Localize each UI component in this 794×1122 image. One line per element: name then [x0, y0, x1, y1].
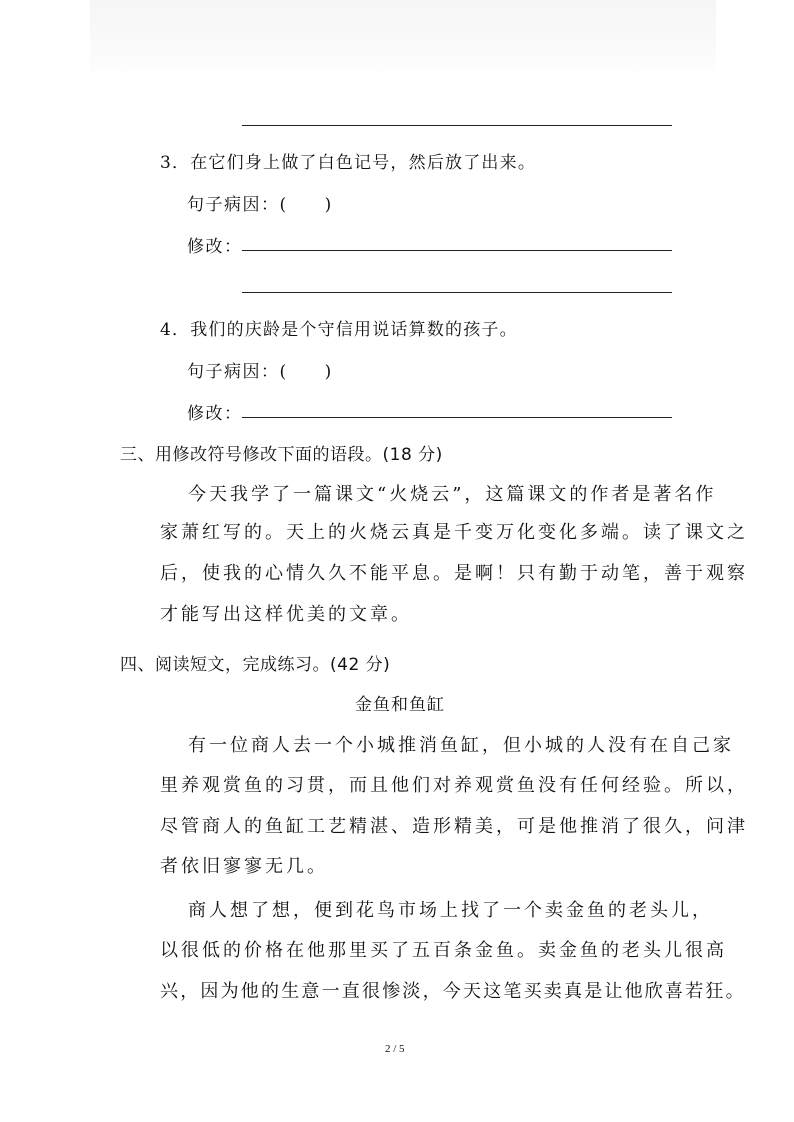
section-3-line: 才能写出这样优美的文章。	[160, 604, 412, 625]
page-header-band	[90, 0, 716, 80]
answer-line	[242, 417, 672, 418]
passage-line: 尽管商人的鱼缸工艺精湛、造形精美，可是他推消了很久，问津	[160, 816, 748, 837]
passage-line: 以很低的价格在他那里买了五百条金鱼。卖金鱼的老头儿很高	[160, 940, 727, 961]
passage-line: 商人想了想，便到花鸟市场上找了一个卖金鱼的老头儿，	[188, 900, 713, 921]
section-4-heading: 四、阅读短文，完成练习。(42 分)	[120, 655, 391, 675]
answer-line	[242, 250, 672, 251]
page-number: 2 / 5	[385, 1043, 405, 1055]
question-3-fix-label: 修改：	[187, 237, 243, 257]
section-3-line: 后，使我的心情久久不能平息。是啊！只有勤于动笔，善于观察	[160, 563, 748, 584]
passage-line: 者依旧寥寥无几。	[160, 856, 328, 877]
passage-line: 兴，因为他的生意一直很惨淡，今天这笔买卖真是让他欣喜若狂。	[160, 981, 746, 1002]
answer-line	[242, 125, 672, 126]
answer-line	[242, 292, 672, 293]
question-4-reason-label: 句子病因：( )	[187, 362, 333, 382]
passage-line: 有一位商人去一个小城推消鱼缸，但小城的人没有在自己家	[188, 735, 734, 756]
question-4-text: 4．我们的庆龄是个守信用说话算数的孩子。	[160, 320, 518, 340]
section-3-line: 今天我学了一篇课文“火烧云”，这篇课文的作者是著名作	[188, 484, 717, 505]
section-3-line: 家萧红写的。天上的火烧云真是千变万化变化多端。读了课文之	[160, 522, 748, 543]
passage-title: 金鱼和鱼缸	[355, 695, 445, 715]
question-3-reason-label: 句子病因：( )	[187, 195, 333, 215]
question-3-text: 3．在它们身上做了白色记号，然后放了出来。	[160, 153, 537, 173]
section-3-heading: 三、用修改符号修改下面的语段。(18 分)	[120, 445, 443, 465]
question-4-fix-label: 修改：	[187, 404, 243, 424]
passage-line: 里养观赏鱼的习贯，而且他们对养观赏鱼没有任何经验。所以，	[160, 775, 748, 796]
